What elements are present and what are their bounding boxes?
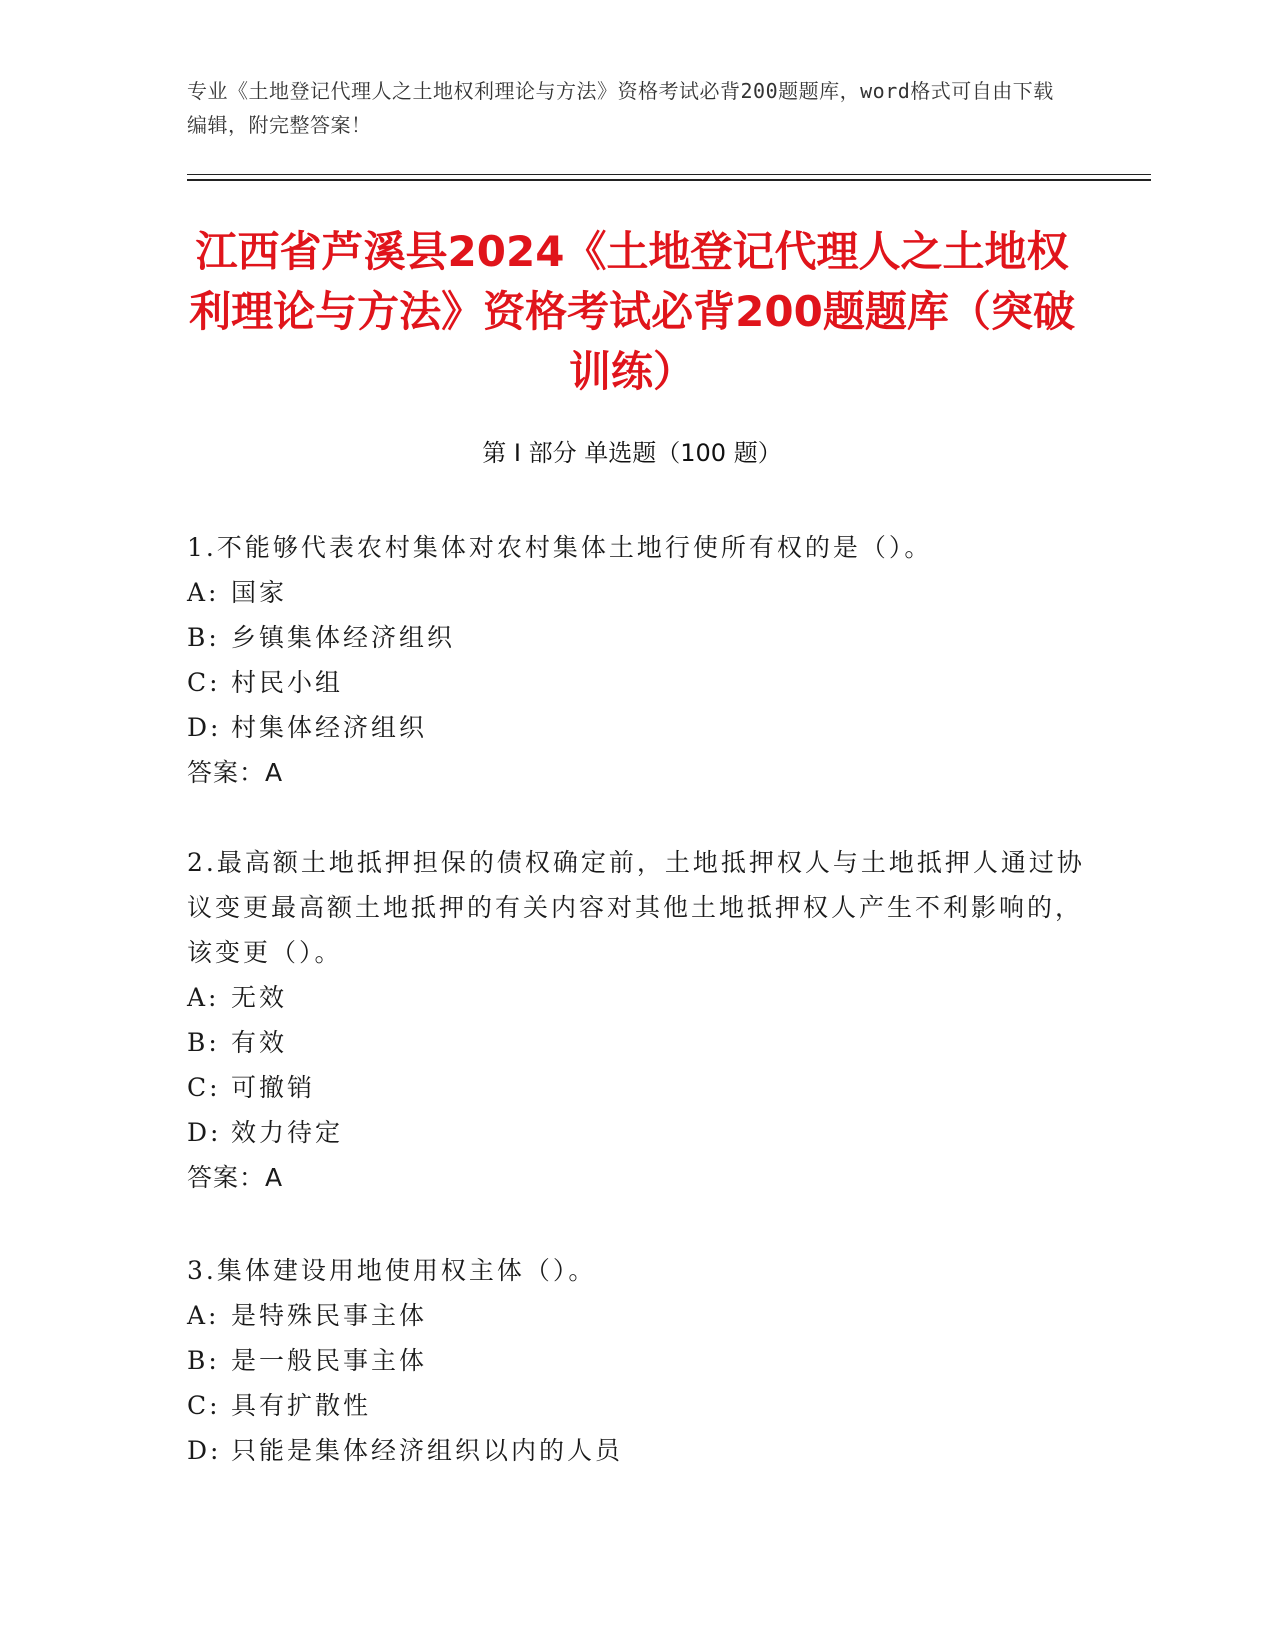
option-c [187, 1065, 1087, 1110]
question-2 [187, 840, 1087, 1200]
option-text: 国家 [231, 578, 288, 607]
option-text: 是特殊民事主体 [231, 1301, 428, 1330]
option-key: B: [187, 1346, 220, 1375]
option-d [187, 1428, 1087, 1473]
option-text: 可撤销 [231, 1073, 316, 1102]
document-title: 江西省芦溪县2024《土地登记代理人之土地权利理论与方法》资格考试必背200题题库（突破训练） [189, 227, 1075, 396]
option-b [187, 615, 1087, 660]
question-stem: 3.集体建设用地使用权主体（）。 [187, 1256, 597, 1285]
answer-line: 答案：A [187, 758, 284, 787]
option-text: 效力待定 [231, 1118, 344, 1147]
option-key: C: [187, 1391, 221, 1420]
question-stem: 1.不能够代表农村集体对农村集体土地行使所有权的是（）。 [187, 533, 933, 562]
option-b [187, 1338, 1087, 1383]
option-text: 乡镇集体经济组织 [231, 623, 456, 652]
option-key: D: [187, 1436, 222, 1465]
option-c [187, 660, 1087, 705]
option-key: D: [187, 1118, 222, 1147]
option-a [187, 1293, 1087, 1338]
option-a [187, 975, 1087, 1020]
option-text: 具有扩散性 [231, 1391, 372, 1420]
section-title: 第 I 部分 单选题（100 题） [482, 439, 782, 467]
option-text: 有效 [231, 1028, 288, 1057]
option-b [187, 1020, 1087, 1065]
header-divider-thick [187, 179, 1151, 181]
option-key: A: [187, 1301, 220, 1330]
option-text: 只能是集体经济组织以内的人员 [231, 1436, 624, 1465]
option-key: A: [187, 983, 220, 1012]
option-key: D: [187, 713, 222, 742]
option-text: 村民小组 [231, 668, 344, 697]
option-key: C: [187, 1073, 221, 1102]
question-1 [187, 525, 1087, 795]
option-key: C: [187, 668, 221, 697]
option-text: 村集体经济组织 [231, 713, 428, 742]
question-stem: 2.最高额土地抵押担保的债权确定前，土地抵押权人与土地抵押人通过协议变更最高额土地抵押的有关内容对其他土地抵押权人产生不利影响的，该变更（）。 [187, 848, 1085, 967]
header-note: 专业《土地登记代理人之土地权利理论与方法》资格考试必背200题题库，word格式可自由下载编辑，附完整答案！ [187, 79, 1054, 137]
answer-line: 答案：A [187, 1163, 284, 1192]
header-divider-thin [187, 174, 1151, 175]
option-key: B: [187, 1028, 220, 1057]
option-a [187, 570, 1087, 615]
option-d [187, 1110, 1087, 1155]
option-c [187, 1383, 1087, 1428]
option-d [187, 705, 1087, 750]
option-key: B: [187, 623, 220, 652]
option-text: 无效 [231, 983, 288, 1012]
option-text: 是一般民事主体 [231, 1346, 428, 1375]
question-3 [187, 1248, 1087, 1473]
option-key: A: [187, 578, 220, 607]
